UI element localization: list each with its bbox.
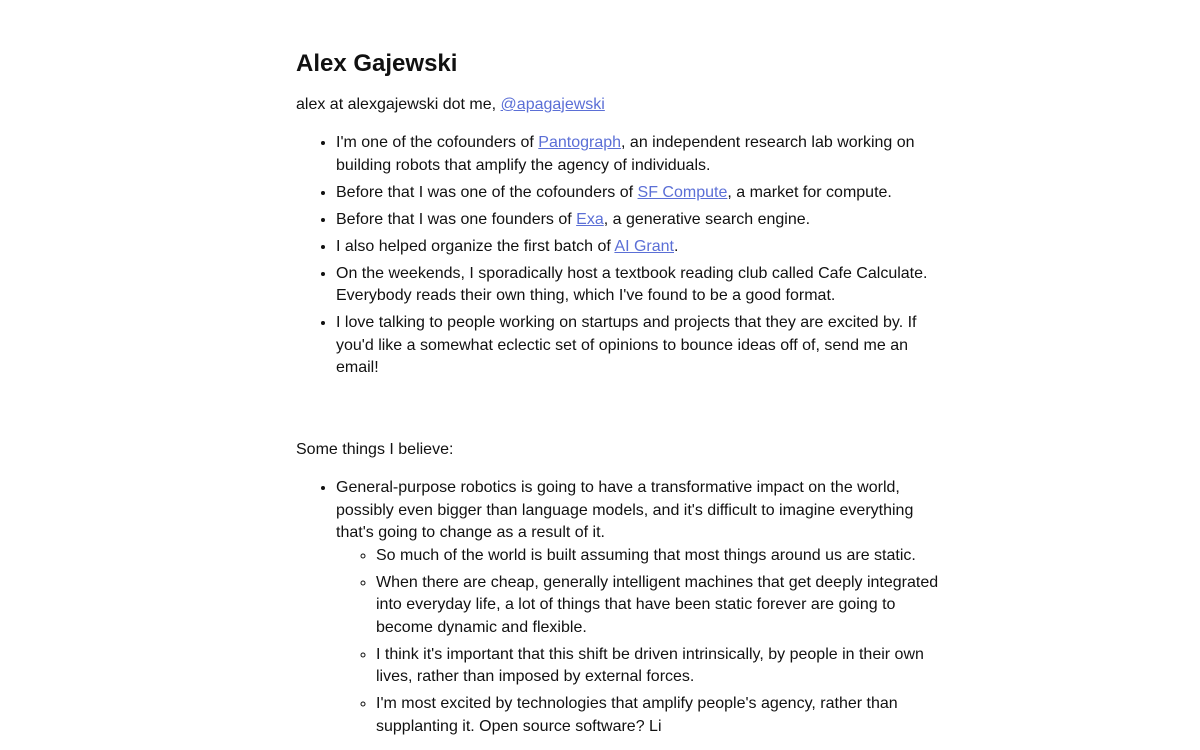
intro-item-text: Before that I was one of the cofounders of: [336, 183, 638, 201]
intro-item-text: I'm one of the cofounders of: [336, 134, 539, 151]
intro-item-text: , a generative search engine.: [603, 210, 811, 228]
intro-list: [296, 132, 948, 384]
belief-subitem: ◦ I think it's important that this shift be driven intrinsically, by people in their own lives, rather than imposed by external forces.: [376, 644, 948, 689]
intro-item-text: .: [673, 237, 679, 255]
exa-link[interactable]: Exa: [576, 210, 604, 228]
ai-grant-link[interactable]: AI Grant: [614, 237, 674, 255]
intro-item-text: Before that I was one founders of: [336, 210, 577, 228]
contact-email-text: alex at alexgajewski dot me,: [296, 96, 501, 113]
intro-item-text: , a market for compute.: [727, 183, 892, 201]
intro-item-cafe-calculate: • On the weekends, I sporadically host a textbook reading club called Cafe Calculate. Everybody reads their own thing, which I've found to be a good format.: [336, 263, 948, 308]
intro-item-exa: [336, 209, 948, 232]
page-title: Alex Gajewski: [296, 50, 458, 77]
belief-subitem: ◦ I'm most excited by technologies that amplify people's agency, rather than supplanting it. Open source software? Li: [376, 693, 948, 738]
belief-item: [336, 477, 948, 738]
twitter-handle-link[interactable]: @apagajewski: [500, 96, 605, 113]
intro-item-text: , an independent research lab working on building robots that amplify the agency of individuals.: [336, 134, 915, 174]
belief-subitem: ◦ So much of the world is built assuming that most things around us are static.: [376, 545, 948, 568]
pantograph-link[interactable]: Pantograph: [538, 134, 622, 151]
belief-item-text: General-purpose robotics is going to have a transformative impact on the world, possibly even bigger than language models, and it's difficult to imagine everything that's going to change as a result of it.: [336, 479, 914, 541]
beliefs-list: [296, 477, 948, 743]
intro-item-ai-grant: [336, 236, 948, 259]
contact-line: [296, 94, 605, 117]
intro-item-text: I also helped organize the first batch of: [336, 237, 615, 255]
intro-item-pantograph: [336, 132, 948, 177]
sf-compute-link[interactable]: SF Compute: [637, 183, 728, 201]
beliefs-heading: Some things I believe:: [296, 441, 454, 458]
intro-item-contact-invite: • I love talking to people working on startups and projects that they are excited by. If you'd like a somewhat eclectic set of opinions to bounce ideas off of, send me an email!: [336, 312, 948, 380]
belief-subitem: ◦ When there are cheap, generally intelligent machines that get deeply integrated into everyday life, a lot of things that have been static forever are going to become dynamic and flexible.: [376, 572, 948, 640]
belief-sublist: [336, 545, 948, 739]
intro-item-sf-compute: [336, 182, 948, 205]
